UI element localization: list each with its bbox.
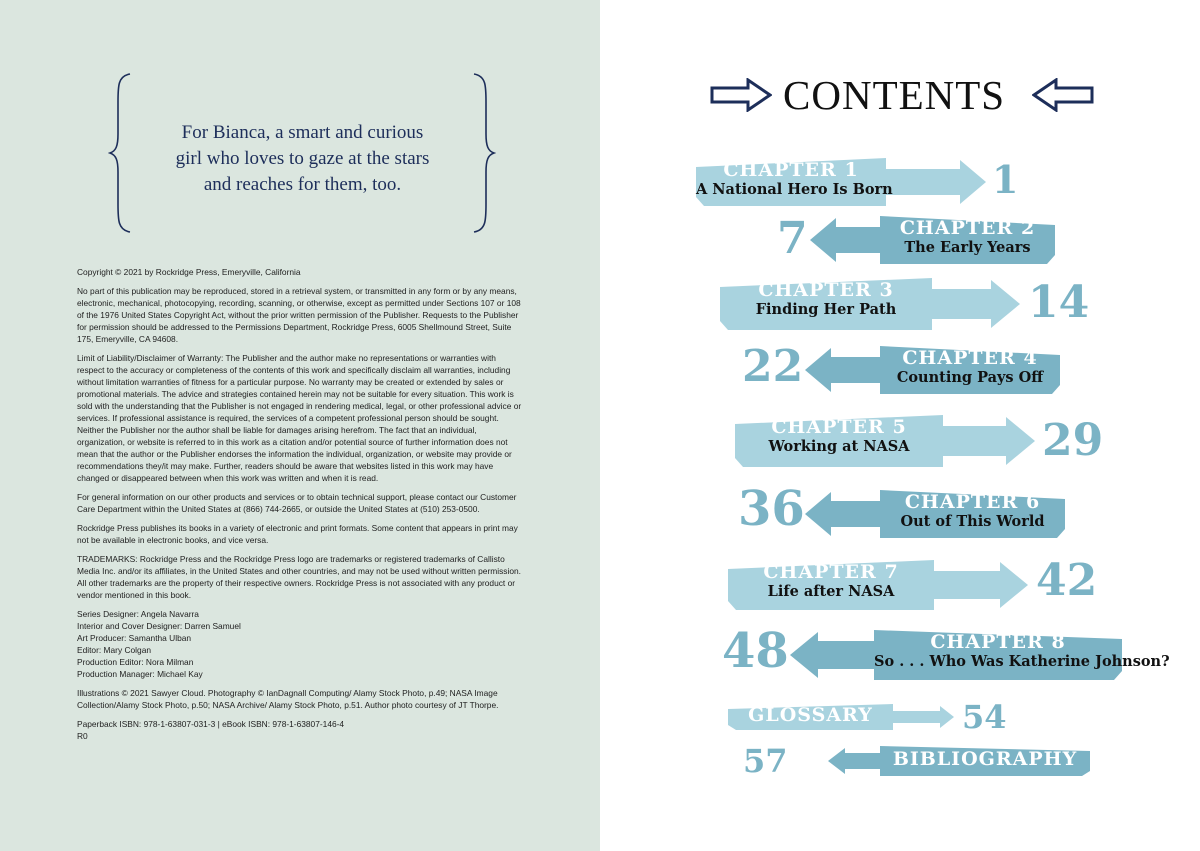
toc-entry-label bbox=[728, 562, 934, 602]
contents-page bbox=[600, 0, 1200, 851]
chapter-title: A National Hero Is Born bbox=[696, 181, 893, 198]
toc-entry-label bbox=[880, 492, 1065, 532]
copyright-text bbox=[77, 266, 525, 749]
chapter-label: CHAPTER 7 bbox=[763, 561, 899, 583]
page-number: 22 bbox=[742, 341, 804, 392]
legal-paragraph: TRADEMARKS: Rockridge Press and the Rockridge Press logo are trademarks or registered trademarks of Callisto Media Inc. and/or its affiliates, in the United States and other countries, and may not be used without written permission. All other trademarks are the property of their respective owners. Rockridge Press is not associated with any product or vendor mentioned in this book. bbox=[77, 554, 521, 600]
legal-paragraph: No part of this publication may be reproduced, stored in a retrieval system, or transmitted in any form or by any means, electronic, mechanical, photocopying, recording, scanning, or otherwise, except as permitted under Sections 107 or 108 of the 1976 United States Copyright Act, without the prior written permission of the Publisher. Requests to the Publisher for permission should be addressed to the Permissions Department, Rockridge Press, 6005 Shellmound Street, Suite 175, Emeryville, CA 94608. bbox=[77, 286, 521, 344]
toc-entry-label bbox=[880, 749, 1090, 770]
page-number: 48 bbox=[722, 623, 789, 679]
page-number: 36 bbox=[738, 481, 805, 537]
credit-line: Editor: Mary Colgan bbox=[77, 645, 152, 655]
page-number: 1 bbox=[992, 157, 1019, 202]
toc-entry[interactable] bbox=[805, 490, 1065, 538]
left-brace-icon bbox=[108, 72, 134, 234]
legal-paragraph: For general information on our other products and services or to obtain technical support, please contact our Customer Care Department within the United States at (866) 744-2665, or outside the United States at (510) 253-0500. bbox=[77, 492, 517, 514]
toc-entry[interactable] bbox=[805, 346, 1060, 394]
chapter-label: CHAPTER 1 bbox=[723, 159, 859, 181]
copyright-line: Copyright © 2021 by Rockridge Press, Emeryville, California bbox=[77, 267, 301, 277]
dedication-line: For Bianca, a smart and curious bbox=[181, 122, 424, 143]
chapter-label: CHAPTER 5 bbox=[771, 416, 907, 438]
isbn-line: Paperback ISBN: 978-1-63807-031-3 | eBook ISBN: 978-1-63807-146-4 bbox=[77, 719, 345, 729]
illustrations-credit: Illustrations © 2021 Sawyer Cloud. Photography © IanDagnall Computing/ Alamy Stock Photo, p.49; NASA Image Collection/Alamy Stock Photo, p.50; NASA Archive/ Alamy Stock Photo, p.51. Author photo courtesy of JT Thorpe. bbox=[77, 688, 499, 710]
legal-paragraph: Rockridge Press publishes its books in a variety of electronic and print formats. Some content that appears in print may not be available in electronic books, and vice versa. bbox=[77, 523, 518, 545]
dedication bbox=[160, 120, 445, 198]
page-number: 29 bbox=[1042, 415, 1104, 466]
chapter-title: Life after NASA bbox=[767, 583, 895, 600]
toc-entry-label bbox=[880, 218, 1055, 258]
legal-paragraph: Limit of Liability/Disclaimer of Warranty: The Publisher and the author make no representations or warranties with respect to the accuracy or completeness of the contents of this work and specifically disclaim all warranties, including without limitation warranties of fitness for a particular purpose. No warranty may be created or extended by sales or promotional materials. The advice and strategies contained herein may not be suitable for every situation. This work is sold with the understanding that the Publisher is not engaged in rendering medical, legal, or other professional advice or services. If professional assistance is required, the services of a competent professional person should be sought. Neither the Publisher nor the author shall be liable for damages arising herefrom. The fact that an individual, organization, or website is referred to in this work as a citation and/or potential source of further information does not mean that the author or the Publisher endorses the information the individual, organization, or website may provide or recommendations they/it may make. Further, readers should be aware that websites listed in this work may have changed or disappeared between when this work was written and when it is read. bbox=[77, 353, 522, 483]
toc-entry[interactable] bbox=[728, 704, 954, 730]
chapter-label: CHAPTER 8 bbox=[930, 631, 1066, 653]
chapter-label: CHAPTER 6 bbox=[904, 491, 1041, 513]
contents-title: CONTENTS bbox=[783, 72, 1006, 118]
isbn-block bbox=[77, 718, 525, 742]
credit-line: Art Producer: Samantha Ulban bbox=[77, 633, 192, 643]
toc-entry[interactable] bbox=[696, 158, 986, 206]
dedication-line: and reaches for them, too. bbox=[203, 174, 402, 195]
chapter-title: So . . . Who Was Katherine Johnson? bbox=[874, 653, 1170, 670]
right-brace-icon bbox=[470, 72, 496, 234]
toc-entry[interactable] bbox=[790, 630, 1170, 680]
credit-line: Production Manager: Michael Kay bbox=[77, 669, 203, 679]
credit-line: Interior and Cover Designer: Darren Samuel bbox=[77, 621, 241, 631]
toc-entry[interactable] bbox=[720, 278, 1020, 330]
toc-entry[interactable] bbox=[735, 415, 1035, 467]
page-number: 7 bbox=[777, 213, 808, 264]
page-number: 57 bbox=[743, 742, 788, 780]
credit-line: Series Designer: Angela Navarra bbox=[77, 609, 199, 619]
chapter-label: GLOSSARY bbox=[748, 703, 873, 726]
chapter-label: CHAPTER 4 bbox=[902, 347, 1038, 369]
chapter-title: Counting Pays Off bbox=[896, 369, 1044, 386]
chapter-label: BIBLIOGRAPHY bbox=[892, 747, 1078, 770]
dedication-line: girl who loves to gaze at the stars bbox=[175, 148, 430, 169]
hollow-left-arrow-icon bbox=[1032, 78, 1094, 112]
chapter-title: The Early Years bbox=[904, 239, 1031, 256]
chapter-title: Working at NASA bbox=[768, 438, 910, 455]
toc-entry[interactable] bbox=[810, 216, 1055, 264]
page-number: 14 bbox=[1028, 277, 1090, 328]
credit-line: Production Editor: Nora Milman bbox=[77, 657, 194, 667]
contents-header bbox=[600, 72, 1200, 118]
chapter-title: Finding Her Path bbox=[755, 301, 897, 318]
hollow-right-arrow-icon bbox=[710, 78, 772, 112]
toc-entry-label bbox=[728, 705, 893, 726]
toc-entry-label bbox=[735, 417, 943, 457]
chapter-label: CHAPTER 2 bbox=[899, 217, 1036, 239]
r-code: R0 bbox=[77, 731, 88, 741]
toc-entry-label bbox=[880, 348, 1060, 388]
page-number: 42 bbox=[1036, 555, 1098, 606]
toc-entry-label bbox=[696, 159, 893, 200]
page-number: 54 bbox=[962, 698, 1007, 736]
chapter-title: Out of This World bbox=[900, 513, 1045, 530]
toc-entry[interactable] bbox=[728, 560, 1028, 610]
credits bbox=[77, 608, 525, 680]
toc-entry-label bbox=[720, 280, 932, 320]
chapter-label: CHAPTER 3 bbox=[758, 279, 894, 301]
toc-entry-label bbox=[874, 631, 1170, 672]
toc-entry[interactable] bbox=[828, 746, 1090, 776]
